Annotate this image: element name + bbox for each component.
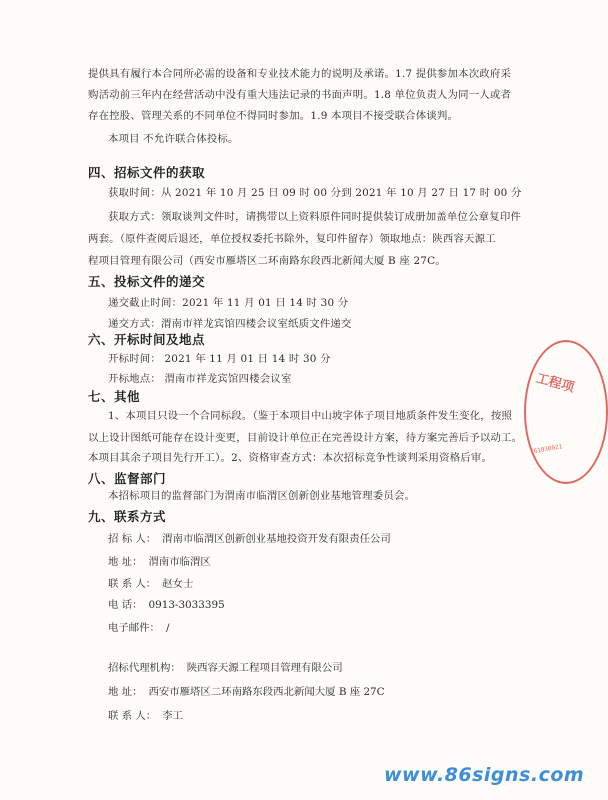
contact-field: [108, 576, 193, 592]
sec5-method: 递交方式：渭南市祥龙宾馆四楼会议室纸质文件递交: [108, 318, 352, 330]
email-label: 电子邮件：: [108, 622, 160, 634]
section-5-heading: 五、投标文件的递交: [88, 274, 206, 289]
agent-contact-field: [108, 708, 183, 724]
phone-label: 电 话：: [108, 599, 143, 611]
sec4-time: 获取时间：从 2021 年 10 月 25 日 09 时 00 分到 2021 年 10 月 27 日 17 时 00 分: [108, 187, 522, 199]
contact-value: 赵女士: [162, 578, 194, 590]
agent-label: 招标代理机构：: [108, 662, 181, 674]
intro-line-1: 提供具有履行本合同所必需的设备和专业技术能力的说明及承诺。1.7 提供参加本次政府采: [88, 68, 512, 80]
phone-field: [108, 597, 225, 613]
section-4-heading: 四、招标文件的获取: [88, 165, 206, 180]
sec7-line-1: 1、本项目只设一个合同标段。（鉴于本项目中山坡字体子项目地质条件发生变化，按照: [108, 410, 513, 422]
agent-address-label: 地 址：: [108, 686, 143, 698]
intro-line-3: 存在控股、管理关系的不同单位不得同时参加。1.9 本项目不接受联合体谈判。: [88, 110, 459, 122]
section-8-heading: 八、监督部门: [88, 471, 167, 486]
seal-code: T61030021: [529, 443, 563, 456]
agent-contact-label: 联 系 人：: [108, 710, 157, 722]
section-7-heading: 七、其他: [88, 389, 141, 404]
agent-field: [108, 660, 343, 676]
agent-contact-value: 李工: [162, 710, 183, 722]
company-seal-stamp: [524, 340, 608, 484]
sec7-line-3: 本项目其余子项目先行开工）。2、资格审查方式：本次招标竞争性谈判采用资格后审。: [88, 452, 493, 464]
section-6-heading: 六、开标时间及地点: [88, 332, 206, 347]
address-value: 渭南市临渭区: [148, 556, 211, 568]
email-field: [108, 620, 169, 636]
section-9-heading: 九、联系方式: [88, 509, 167, 524]
sec4-method-2: 两套。（原件查阅后退还，单位授权委托书除外，复印件留存）领取地点：陕西容天源工: [88, 233, 496, 245]
intro-line-2: 购活动前三年内在经营活动中没有重大违法记录的书面声明。1.8 单位负责人为同一人或者: [88, 89, 512, 101]
owner-label: 招 标 人：: [108, 533, 157, 545]
sec4-method-3: 程项目管理有限公司（西安市雁塔区二环南路东段西北新闻大厦 B 座 27C。: [88, 255, 446, 267]
agent-address-field: [108, 684, 385, 700]
sec7-line-2: 以上设计图纸可能存在设计变更，目前设计单位正在完善设计方案，待方案完善后予以动工。: [88, 432, 523, 444]
sec4-method-1: 获取方式：领取谈判文件时，请携带以上资料原件同时提供装订成册加盖单位公章复印件: [108, 211, 522, 223]
owner-value: 渭南市临渭区创新创业基地投资开发有限责任公司: [162, 533, 391, 545]
sec8-text: 本招标项目的监督部门为渭南市临渭区创新创业基地管理委员会。: [108, 490, 416, 502]
seal-text: 工程项: [534, 371, 576, 396]
sec6-time: 开标时间： 2021 年 11 月 01 日 14 时 30 分: [108, 353, 331, 365]
address-label: 地 址：: [108, 556, 143, 568]
site-watermark: www.86signs.com: [384, 764, 585, 786]
intro-line-4: 本项目 不允许联合体投标。: [108, 133, 239, 145]
address-field: [108, 554, 211, 570]
email-value: /: [165, 622, 170, 634]
phone-value: 0913-3033395: [148, 599, 225, 611]
owner-field: [108, 531, 391, 547]
contact-label: 联 系 人：: [108, 578, 157, 590]
agent-value: 陕西容天源工程项目管理有限公司: [186, 662, 343, 674]
sec6-place: 开标地点： 渭南市祥龙宾馆四楼会议室: [108, 373, 292, 385]
agent-address-value: 西安市雁塔区二环南路东段西北新闻大厦 B 座 27C: [148, 686, 385, 698]
sec5-deadline: 递交截止时间：2021 年 11 月 01 日 14 时 30 分: [108, 297, 349, 309]
